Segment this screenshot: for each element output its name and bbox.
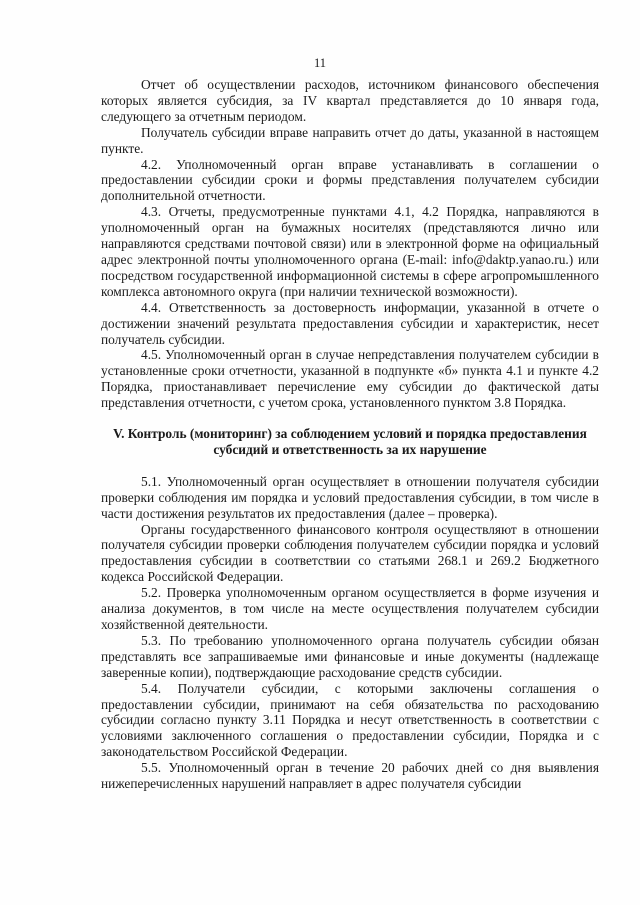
section-heading: V. Контроль (мониторинг) за соблюдением условий и порядка предоставления субсидий и ответственность за их нарушение (113, 426, 587, 457)
paragraph-5-5: 5.5. Уполномоченный орган в течение 20 рабочих дней со дня выявления нижеперечисленных нарушений направляет в адрес получателя субсидии (101, 760, 599, 792)
paragraph-financial-control: Органы государственного финансового контроля осуществляют в отношении получателя субсидии проверки соблюдения получателем субсидии порядка и условий предоставления субсидии в соответствии со статьями 268.1 и 269.2 Бюджетного кодекса Российской Федерации. (101, 521, 599, 585)
paragraph-report-deadline: Отчет об осуществлении расходов, источником финансового обеспечения которых является субсидия, за IV квартал представляется до 10 января года, следующего за отчетным периодом. (101, 77, 599, 124)
paragraph-4-3: 4.3. Отчеты, предусмотренные пунктами 4.1, 4.2 Порядка, направляются в уполномоченный орган на бумажных носителях (представляются лично или направляются средствами почтовой связи) или в электронной форме на официальный адрес электронной почты уполномоченного органа (E-mail: info@daktp.yanao.ru.) или посредством государственной информационной системы в сфере агропромышленного комплекса автономного округа (при наличии технической возможности). (101, 204, 599, 299)
paragraph-5-4: 5.4. Получатели субсидии, с которыми заключены соглашения о предоставлении субсидии, принимают на себя обязательства по расходованию субсидии согласно пункту 3.11 Порядка и несут ответственность в соответствии с условиями заключенного соглашения о предоставлении субсидии, Порядка и с законодательством Российской Федерации. (101, 680, 599, 760)
paragraph-5-3: 5.3. По требованию уполномоченного органа получатель субсидии обязан представлять все запрашиваемые ими финансовые и иные документы (надлежаще заверенные копии), подтверждающие расходование средств субсидии. (101, 632, 599, 680)
paragraph-4-5: 4.5. Уполномоченный орган в случае непредставления получателем субсидии в установленные сроки отчетности, указанной в подпункте «б» пункта 4.1 и пункте 4.2 Порядка, приостанавливает перечисление ему субсидии до фактической даты представления отчетности, с учетом срока, установленного пунктом 3.8 Порядка. (101, 347, 599, 411)
paragraph-report-early: Получатель субсидии вправе направить отчет до даты, указанной в настоящем пункте. (101, 124, 599, 156)
paragraph-5-1: 5.1. Уполномоченный орган осуществляет в отношении получателя субсидии проверки соблюдения им порядка и условий предоставления субсидии, в том числе в части достижения результатов их предоставления (далее – проверка). (101, 473, 599, 521)
document-body (101, 77, 599, 792)
paragraph-4-2: 4.2. Уполномоченный орган вправе устанавливать в соглашении о предоставлении субсидии сроки и формы представления получателем субсидии дополнительной отчетности. (101, 156, 599, 204)
paragraph-4-4: 4.4. Ответственность за достоверность информации, указанной в отчете о достижении значений результата предоставления субсидии и характеристик, несет получатель субсидии. (101, 299, 599, 347)
paragraph-5-2: 5.2. Проверка уполномоченным органом осуществляется в форме изучения и анализа документов, в том числе на месте осуществления получателем субсидии хозяйственной деятельности. (101, 585, 599, 632)
page-number: 11 (313, 56, 327, 70)
